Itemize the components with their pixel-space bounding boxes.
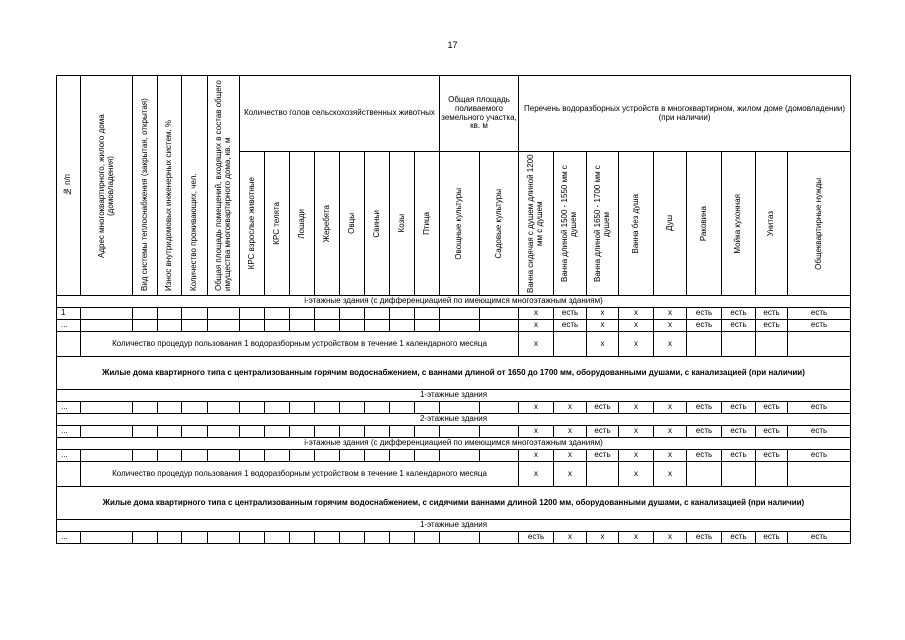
empty-cell [182, 402, 208, 414]
empty-cell [315, 320, 340, 332]
empty-cell [440, 532, 480, 544]
col-header-address: Адрес многоквартирного, жилого дома (домовладения) [81, 76, 133, 296]
empty-cell [365, 426, 390, 438]
empty-cell [340, 532, 365, 544]
table-cell: х [654, 532, 687, 544]
group-label: 1-этажные здания [57, 520, 851, 532]
empty-cell [182, 308, 208, 320]
water-devices-table [56, 75, 851, 544]
col-header-num: № п/п [57, 76, 81, 296]
table-cell: х [519, 332, 554, 357]
empty-cell [158, 532, 182, 544]
group-label: i-этажные здания (с дифференциацией по имеющимся многоэтажным зданиям) [57, 438, 851, 450]
table-cell: есть [788, 426, 851, 438]
table-row [57, 426, 851, 438]
table-cell: х [654, 320, 687, 332]
empty-cell [208, 450, 240, 462]
table-cell: есть [554, 308, 587, 320]
col-header-device: Раковина [687, 152, 722, 296]
empty-cell [81, 402, 133, 414]
table-cell: х [654, 402, 687, 414]
empty-cell [158, 308, 182, 320]
table-row [57, 402, 851, 414]
empty-cell [182, 320, 208, 332]
empty-cell [340, 426, 365, 438]
col-group-land: Общая площадь поливаемого земельного участка, кв. м [440, 76, 519, 152]
empty-cell [133, 426, 158, 438]
empty-cell [265, 532, 290, 544]
table-cell: х [619, 462, 654, 487]
row-num: 1 [57, 308, 81, 320]
empty-cell [57, 332, 81, 357]
empty-cell [240, 320, 265, 332]
empty-cell [290, 320, 315, 332]
empty-cell [480, 308, 519, 320]
table-cell: есть [788, 532, 851, 544]
empty-cell [81, 532, 133, 544]
col-header-area: Общая площадь помещений, входящих в состав общего имущества многоквартирного дома, кв. м [208, 76, 240, 296]
empty-cell [415, 402, 440, 414]
table-cell: есть [756, 320, 788, 332]
table-cell: х [519, 308, 554, 320]
table-cell: есть [687, 426, 722, 438]
table-cell: есть [722, 426, 756, 438]
col-group-animals: Количество голов сельскохозяйственных животных [240, 76, 440, 152]
col-header-animal: Птица [415, 152, 440, 296]
table-cell: х [587, 332, 619, 357]
table-cell: есть [722, 320, 756, 332]
empty-cell [265, 320, 290, 332]
section-heading-row [57, 487, 851, 520]
empty-cell [133, 320, 158, 332]
empty-cell [440, 320, 480, 332]
empty-cell [440, 308, 480, 320]
empty-cell [265, 402, 290, 414]
table-cell: х [619, 320, 654, 332]
group-label-row [57, 520, 851, 532]
table-cell: х [519, 426, 554, 438]
table-cell: есть [587, 402, 619, 414]
table-cell [587, 462, 619, 487]
table-cell: х [654, 426, 687, 438]
empty-cell [365, 450, 390, 462]
table-cell [687, 462, 722, 487]
table-cell: есть [687, 532, 722, 544]
table-cell: х [554, 532, 587, 544]
table-cell: х [619, 308, 654, 320]
group-label: 2-этажные здания [57, 414, 851, 426]
empty-cell [265, 450, 290, 462]
table-cell: х [619, 426, 654, 438]
table-row [57, 320, 851, 332]
table-cell: есть [519, 532, 554, 544]
table-cell [756, 462, 788, 487]
table-cell [756, 332, 788, 357]
empty-cell [415, 320, 440, 332]
empty-cell [315, 402, 340, 414]
table-cell: х [587, 532, 619, 544]
group-label-row [57, 390, 851, 402]
table-cell: есть [788, 450, 851, 462]
col-header-animal: Жеребята [315, 152, 340, 296]
empty-cell [365, 320, 390, 332]
empty-cell [240, 426, 265, 438]
empty-cell [158, 402, 182, 414]
empty-cell [480, 426, 519, 438]
col-header-animal: Козы [390, 152, 415, 296]
empty-cell [315, 532, 340, 544]
table-cell: есть [687, 308, 722, 320]
empty-cell [415, 532, 440, 544]
table-cell: есть [722, 532, 756, 544]
group-label: 1-этажные здания [57, 390, 851, 402]
col-header-device: Общеквартирные нужды [788, 152, 851, 296]
table-cell: есть [756, 450, 788, 462]
table-cell [687, 332, 722, 357]
col-header-heating: Вид системы теплоснабжения (закрытая, открытая) [133, 76, 158, 296]
col-header-device: Душ [654, 152, 687, 296]
procedures-row [57, 332, 851, 357]
table-cell: есть [788, 320, 851, 332]
table-cell: х [554, 450, 587, 462]
empty-cell [208, 402, 240, 414]
empty-cell [365, 532, 390, 544]
empty-cell [340, 402, 365, 414]
group-label: i-этажные здания (с дифференциацией по имеющимся многоэтажным зданиям) [57, 296, 851, 308]
page-number: 17 [447, 40, 458, 50]
table-cell: х [619, 532, 654, 544]
table-cell: есть [756, 426, 788, 438]
section-heading: Жилые дома квартирного типа с централизованным горячим водоснабжением, с ваннами длиной от 1650 до 1700 мм, оборудованными душами, с канализацией (при наличии) [57, 357, 851, 390]
table-cell: есть [788, 308, 851, 320]
empty-cell [480, 320, 519, 332]
empty-cell [57, 462, 81, 487]
empty-cell [265, 308, 290, 320]
empty-cell [158, 450, 182, 462]
empty-cell [365, 402, 390, 414]
col-header-wear: Износ внутридомовых инженерных систем, % [158, 76, 182, 296]
empty-cell [290, 426, 315, 438]
row-num: ... [57, 320, 81, 332]
empty-cell [480, 532, 519, 544]
table-cell: х [654, 462, 687, 487]
empty-cell [208, 308, 240, 320]
table-cell: есть [756, 308, 788, 320]
empty-cell [133, 402, 158, 414]
col-header-animal: КРС телята [265, 152, 290, 296]
empty-cell [81, 308, 133, 320]
table-cell: х [619, 402, 654, 414]
empty-cell [315, 450, 340, 462]
empty-cell [365, 308, 390, 320]
table-cell: х [654, 308, 687, 320]
row-num: ... [57, 532, 81, 544]
table-cell: есть [587, 426, 619, 438]
table-cell: есть [722, 308, 756, 320]
table-cell [788, 332, 851, 357]
table-cell: есть [756, 402, 788, 414]
empty-cell [290, 450, 315, 462]
procedures-row [57, 462, 851, 487]
empty-cell [290, 308, 315, 320]
col-header-device: Ванна сидячая с душем длиной 1200 мм с душем [519, 152, 554, 296]
table-cell: х [619, 450, 654, 462]
table-cell: х [519, 462, 554, 487]
table-cell: есть [722, 402, 756, 414]
table-cell: х [587, 308, 619, 320]
table-cell: х [654, 332, 687, 357]
empty-cell [340, 308, 365, 320]
col-header-device: Ванна длиной 1650 - 1700 мм с душем [587, 152, 619, 296]
col-header-device: Ванна без душа [619, 152, 654, 296]
table-cell: есть [722, 450, 756, 462]
table-cell [722, 332, 756, 357]
table-cell: х [554, 426, 587, 438]
col-header-land: Садовые культуры [480, 152, 519, 296]
empty-cell [390, 426, 415, 438]
table-cell [722, 462, 756, 487]
empty-cell [133, 532, 158, 544]
table-cell: х [519, 402, 554, 414]
col-header-device: Унитаз [756, 152, 788, 296]
row-num: ... [57, 426, 81, 438]
group-label-row [57, 296, 851, 308]
empty-cell [415, 308, 440, 320]
empty-cell [208, 320, 240, 332]
empty-cell [265, 426, 290, 438]
col-header-animal: Лошади [290, 152, 315, 296]
empty-cell [240, 308, 265, 320]
empty-cell [240, 450, 265, 462]
procedures-label: Количество процедур пользования 1 водоразборным устройством в течение 1 календарного месяца [81, 332, 519, 357]
empty-cell [240, 402, 265, 414]
empty-cell [390, 532, 415, 544]
group-label-row [57, 414, 851, 426]
empty-cell [390, 320, 415, 332]
empty-cell [81, 426, 133, 438]
table-cell: есть [687, 320, 722, 332]
col-header-land: Овощные культуры [440, 152, 480, 296]
table-cell [788, 462, 851, 487]
table-cell: есть [788, 402, 851, 414]
section-heading: Жилые дома квартирного типа с централизованным горячим водоснабжением, с сидячими ваннами длиной 1200 мм, оборудованными душами, с канализацией (при наличии) [57, 487, 851, 520]
empty-cell [208, 426, 240, 438]
empty-cell [415, 426, 440, 438]
col-header-residents: Количество проживающих, чел. [182, 76, 208, 296]
table-cell: х [519, 450, 554, 462]
table-cell: х [554, 402, 587, 414]
empty-cell [440, 426, 480, 438]
empty-cell [81, 450, 133, 462]
empty-cell [290, 402, 315, 414]
empty-cell [315, 308, 340, 320]
empty-cell [480, 402, 519, 414]
empty-cell [390, 450, 415, 462]
empty-cell [182, 532, 208, 544]
empty-cell [415, 450, 440, 462]
empty-cell [290, 532, 315, 544]
col-header-device: Ванна длиной 1500 - 1550 мм с душем [554, 152, 587, 296]
group-label-row [57, 438, 851, 450]
table-cell [554, 332, 587, 357]
col-header-animal: Овцы [340, 152, 365, 296]
row-num: ... [57, 402, 81, 414]
header-row-1 [57, 76, 851, 152]
table-cell: есть [554, 320, 587, 332]
table-row [57, 450, 851, 462]
col-header-animal: КРС взрослые животные [240, 152, 265, 296]
table-cell: х [519, 320, 554, 332]
table-cell: есть [756, 532, 788, 544]
table-cell: х [587, 320, 619, 332]
empty-cell [390, 308, 415, 320]
table-cell: х [554, 462, 587, 487]
row-num: ... [57, 450, 81, 462]
empty-cell [133, 308, 158, 320]
empty-cell [182, 450, 208, 462]
empty-cell [208, 532, 240, 544]
section-heading-row [57, 357, 851, 390]
empty-cell [158, 426, 182, 438]
empty-cell [240, 532, 265, 544]
empty-cell [390, 402, 415, 414]
table-cell: есть [587, 450, 619, 462]
table-row [57, 308, 851, 320]
col-header-animal: Свиньи [365, 152, 390, 296]
empty-cell [440, 402, 480, 414]
empty-cell [480, 450, 519, 462]
table-cell: есть [687, 402, 722, 414]
empty-cell [340, 320, 365, 332]
empty-cell [133, 450, 158, 462]
empty-cell [440, 450, 480, 462]
empty-cell [81, 320, 133, 332]
col-group-devices: Перечень водоразборных устройств в многоквартирном, жилом доме (домовладении) (при наличии) [519, 76, 851, 152]
empty-cell [182, 426, 208, 438]
empty-cell [158, 320, 182, 332]
table-cell: х [654, 450, 687, 462]
table-cell: есть [687, 450, 722, 462]
procedures-label: Количество процедур пользования 1 водоразборным устройством в течение 1 календарного месяца [81, 462, 519, 487]
table-row [57, 532, 851, 544]
col-header-device: Мойка кухонная [722, 152, 756, 296]
empty-cell [340, 450, 365, 462]
table-cell: х [619, 332, 654, 357]
empty-cell [315, 426, 340, 438]
